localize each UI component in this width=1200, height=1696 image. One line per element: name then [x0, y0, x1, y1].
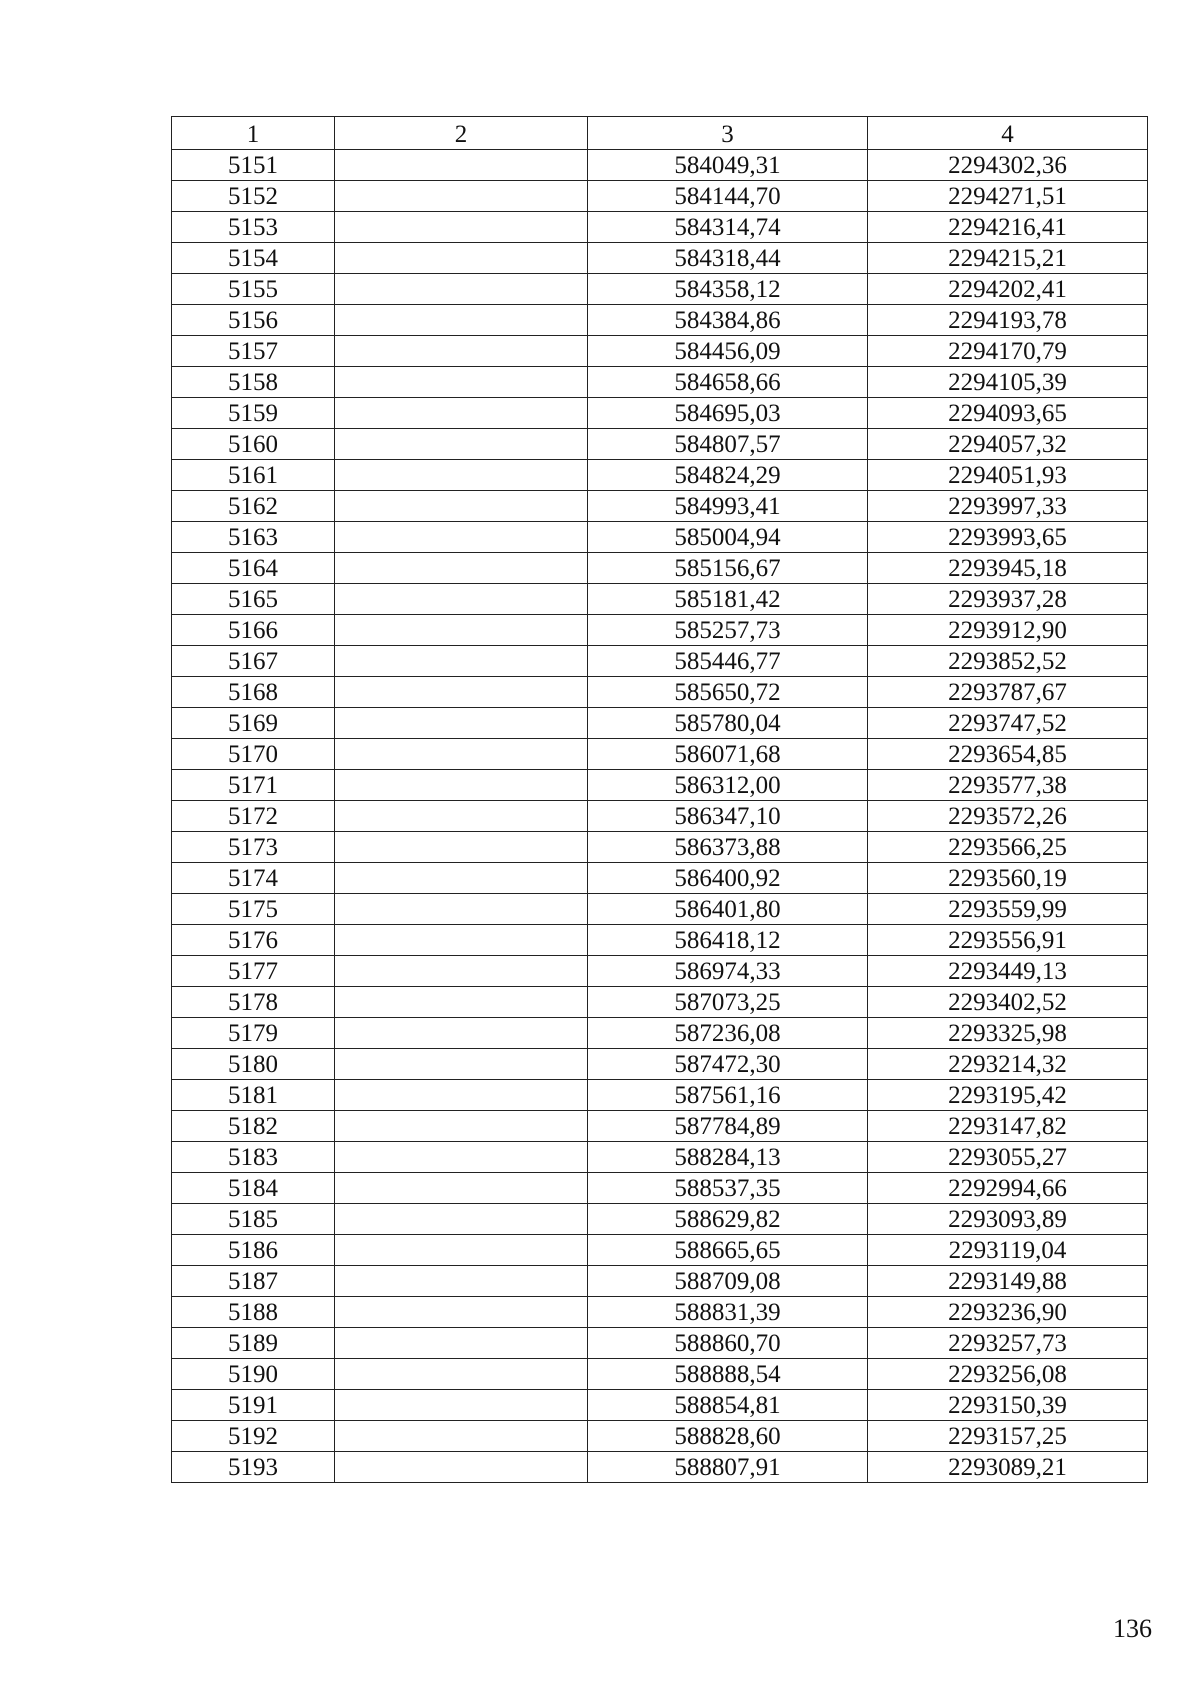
table-row: [172, 1266, 1148, 1297]
column-2-cell: [335, 1142, 588, 1173]
coordinate-y-cell: 2293150,39: [868, 1390, 1148, 1421]
table-row: [172, 1452, 1148, 1483]
point-number-cell: 5153: [172, 212, 335, 243]
table-row: [172, 1049, 1148, 1080]
point-number-cell: 5178: [172, 987, 335, 1018]
coordinate-x-cell: 587561,16: [588, 1080, 868, 1111]
coordinate-x-cell: 585181,42: [588, 584, 868, 615]
coordinate-y-cell: 2293572,26: [868, 801, 1148, 832]
point-number-cell: 5183: [172, 1142, 335, 1173]
column-2-cell: [335, 739, 588, 770]
table-row: [172, 1111, 1148, 1142]
column-2-cell: [335, 1018, 588, 1049]
column-2-cell: [335, 398, 588, 429]
point-number-cell: 5163: [172, 522, 335, 553]
column-2-cell: [335, 212, 588, 243]
point-number-cell: 5186: [172, 1235, 335, 1266]
table-row: [172, 615, 1148, 646]
table-row: [172, 1235, 1148, 1266]
coordinate-y-cell: 2293257,73: [868, 1328, 1148, 1359]
coordinate-y-cell: 2293945,18: [868, 553, 1148, 584]
coordinate-x-cell: 585780,04: [588, 708, 868, 739]
column-2-cell: [335, 1266, 588, 1297]
coordinate-x-cell: 588828,60: [588, 1421, 868, 1452]
coordinate-x-cell: 585650,72: [588, 677, 868, 708]
table-row: [172, 1297, 1148, 1328]
column-2-cell: [335, 1390, 588, 1421]
point-number-cell: 5180: [172, 1049, 335, 1080]
point-number-cell: 5187: [172, 1266, 335, 1297]
coordinate-y-cell: 2294216,41: [868, 212, 1148, 243]
point-number-cell: 5157: [172, 336, 335, 367]
point-number-cell: 5191: [172, 1390, 335, 1421]
table-row: [172, 522, 1148, 553]
table-row: [172, 956, 1148, 987]
table-row: [172, 1421, 1148, 1452]
coordinate-x-cell: 584358,12: [588, 274, 868, 305]
point-number-cell: 5190: [172, 1359, 335, 1390]
coordinate-y-cell: 2294093,65: [868, 398, 1148, 429]
column-2-cell: [335, 305, 588, 336]
coordinate-x-cell: 586373,88: [588, 832, 868, 863]
coordinate-y-cell: 2293195,42: [868, 1080, 1148, 1111]
table-row: [172, 801, 1148, 832]
coordinates-table: [171, 116, 1148, 1483]
table-row: [172, 367, 1148, 398]
coordinate-x-cell: 586400,92: [588, 863, 868, 894]
table-row: [172, 1328, 1148, 1359]
point-number-cell: 5184: [172, 1173, 335, 1204]
coordinate-y-cell: 2293852,52: [868, 646, 1148, 677]
coordinate-x-cell: 588537,35: [588, 1173, 868, 1204]
point-number-cell: 5189: [172, 1328, 335, 1359]
point-number-cell: 5152: [172, 181, 335, 212]
column-2-cell: [335, 646, 588, 677]
point-number-cell: 5177: [172, 956, 335, 987]
point-number-cell: 5192: [172, 1421, 335, 1452]
table-row: [172, 770, 1148, 801]
table-row: [172, 1080, 1148, 1111]
coordinate-x-cell: 585156,67: [588, 553, 868, 584]
column-2-cell: [335, 1452, 588, 1483]
coordinate-x-cell: 588888,54: [588, 1359, 868, 1390]
column-2-cell: [335, 1111, 588, 1142]
header-cell-1: 1: [172, 117, 335, 150]
coordinate-y-cell: 2293654,85: [868, 739, 1148, 770]
column-2-cell: [335, 925, 588, 956]
coordinate-y-cell: 2293256,08: [868, 1359, 1148, 1390]
column-2-cell: [335, 1359, 588, 1390]
table-row: [172, 491, 1148, 522]
coordinate-x-cell: 586401,80: [588, 894, 868, 925]
column-2-cell: [335, 677, 588, 708]
coordinate-y-cell: 2294302,36: [868, 150, 1148, 181]
column-2-cell: [335, 1297, 588, 1328]
column-2-cell: [335, 894, 588, 925]
column-2-cell: [335, 243, 588, 274]
column-2-cell: [335, 367, 588, 398]
coordinate-y-cell: 2294202,41: [868, 274, 1148, 305]
point-number-cell: 5156: [172, 305, 335, 336]
coordinate-y-cell: 2293147,82: [868, 1111, 1148, 1142]
point-number-cell: 5175: [172, 894, 335, 925]
coordinate-x-cell: 586418,12: [588, 925, 868, 956]
coordinate-x-cell: 584049,31: [588, 150, 868, 181]
table-row: [172, 925, 1148, 956]
column-2-cell: [335, 863, 588, 894]
table-row: [172, 863, 1148, 894]
point-number-cell: 5174: [172, 863, 335, 894]
coordinate-y-cell: 2293402,52: [868, 987, 1148, 1018]
coordinate-y-cell: 2293449,13: [868, 956, 1148, 987]
column-2-cell: [335, 1328, 588, 1359]
column-2-cell: [335, 429, 588, 460]
column-2-cell: [335, 1204, 588, 1235]
table-row: [172, 677, 1148, 708]
point-number-cell: 5167: [172, 646, 335, 677]
table-row: [172, 987, 1148, 1018]
coordinate-y-cell: 2293997,33: [868, 491, 1148, 522]
column-2-cell: [335, 553, 588, 584]
coordinate-x-cell: 584456,09: [588, 336, 868, 367]
coordinate-y-cell: 2293149,88: [868, 1266, 1148, 1297]
table-row: [172, 739, 1148, 770]
point-number-cell: 5188: [172, 1297, 335, 1328]
point-number-cell: 5179: [172, 1018, 335, 1049]
coordinate-x-cell: 584824,29: [588, 460, 868, 491]
point-number-cell: 5182: [172, 1111, 335, 1142]
column-2-cell: [335, 615, 588, 646]
column-2-cell: [335, 584, 588, 615]
column-2-cell: [335, 708, 588, 739]
column-2-cell: [335, 491, 588, 522]
page-number: 136: [1113, 1614, 1152, 1643]
column-2-cell: [335, 832, 588, 863]
table-row: [172, 398, 1148, 429]
point-number-cell: 5173: [172, 832, 335, 863]
coordinate-x-cell: 587073,25: [588, 987, 868, 1018]
point-number-cell: 5181: [172, 1080, 335, 1111]
coordinate-y-cell: 2293559,99: [868, 894, 1148, 925]
coordinate-x-cell: 586071,68: [588, 739, 868, 770]
coordinate-x-cell: 588860,70: [588, 1328, 868, 1359]
point-number-cell: 5158: [172, 367, 335, 398]
table-row: [172, 212, 1148, 243]
header-row: [172, 117, 1148, 150]
point-number-cell: 5169: [172, 708, 335, 739]
table-row: [172, 429, 1148, 460]
table-row: [172, 832, 1148, 863]
coordinate-x-cell: 584658,66: [588, 367, 868, 398]
coordinate-x-cell: 584993,41: [588, 491, 868, 522]
coordinate-y-cell: 2293747,52: [868, 708, 1148, 739]
coordinate-x-cell: 584318,44: [588, 243, 868, 274]
point-number-cell: 5176: [172, 925, 335, 956]
coordinate-y-cell: 2293937,28: [868, 584, 1148, 615]
table-row: [172, 584, 1148, 615]
coordinate-x-cell: 584144,70: [588, 181, 868, 212]
table-row: [172, 181, 1148, 212]
coordinate-y-cell: 2294051,93: [868, 460, 1148, 491]
point-number-cell: 5168: [172, 677, 335, 708]
table-header: [172, 117, 1148, 150]
table-row: [172, 243, 1148, 274]
table-row: [172, 708, 1148, 739]
column-2-cell: [335, 1049, 588, 1080]
point-number-cell: 5155: [172, 274, 335, 305]
column-2-cell: [335, 274, 588, 305]
coordinate-y-cell: 2293577,38: [868, 770, 1148, 801]
coordinate-x-cell: 588831,39: [588, 1297, 868, 1328]
coordinate-x-cell: 585004,94: [588, 522, 868, 553]
header-cell-4: 4: [868, 117, 1148, 150]
column-2-cell: [335, 181, 588, 212]
coordinate-y-cell: 2293157,25: [868, 1421, 1148, 1452]
coordinate-x-cell: 585257,73: [588, 615, 868, 646]
point-number-cell: 5185: [172, 1204, 335, 1235]
coordinate-y-cell: 2293556,91: [868, 925, 1148, 956]
point-number-cell: 5160: [172, 429, 335, 460]
coordinate-x-cell: 586312,00: [588, 770, 868, 801]
table-row: [172, 1142, 1148, 1173]
table-row: [172, 1359, 1148, 1390]
coordinate-y-cell: 2294215,21: [868, 243, 1148, 274]
point-number-cell: 5171: [172, 770, 335, 801]
coordinate-x-cell: 584384,86: [588, 305, 868, 336]
point-number-cell: 5161: [172, 460, 335, 491]
coordinate-y-cell: 2293912,90: [868, 615, 1148, 646]
point-number-cell: 5193: [172, 1452, 335, 1483]
coordinate-y-cell: 2293055,27: [868, 1142, 1148, 1173]
column-2-cell: [335, 770, 588, 801]
table-row: [172, 305, 1148, 336]
table-row: [172, 150, 1148, 181]
coordinate-x-cell: 587472,30: [588, 1049, 868, 1080]
coordinate-y-cell: 2294057,32: [868, 429, 1148, 460]
coordinate-x-cell: 584807,57: [588, 429, 868, 460]
table-row: [172, 1173, 1148, 1204]
coordinate-x-cell: 588854,81: [588, 1390, 868, 1421]
point-number-cell: 5162: [172, 491, 335, 522]
coordinate-x-cell: 588665,65: [588, 1235, 868, 1266]
coordinate-y-cell: 2293566,25: [868, 832, 1148, 863]
coordinate-x-cell: 588284,13: [588, 1142, 868, 1173]
header-cell-3: 3: [588, 117, 868, 150]
coordinate-x-cell: 587784,89: [588, 1111, 868, 1142]
column-2-cell: [335, 1421, 588, 1452]
column-2-cell: [335, 956, 588, 987]
coordinate-y-cell: 2293089,21: [868, 1452, 1148, 1483]
table-row: [172, 336, 1148, 367]
table-row: [172, 553, 1148, 584]
coordinate-y-cell: 2293787,67: [868, 677, 1148, 708]
coordinate-x-cell: 586974,33: [588, 956, 868, 987]
point-number-cell: 5165: [172, 584, 335, 615]
coordinate-x-cell: 585446,77: [588, 646, 868, 677]
coordinate-x-cell: 588807,91: [588, 1452, 868, 1483]
table-row: [172, 1018, 1148, 1049]
point-number-cell: 5170: [172, 739, 335, 770]
coordinate-x-cell: 584695,03: [588, 398, 868, 429]
coordinate-y-cell: 2293560,19: [868, 863, 1148, 894]
coordinate-y-cell: 2293119,04: [868, 1235, 1148, 1266]
point-number-cell: 5166: [172, 615, 335, 646]
coordinate-y-cell: 2293325,98: [868, 1018, 1148, 1049]
coordinate-y-cell: 2293093,89: [868, 1204, 1148, 1235]
table-row: [172, 460, 1148, 491]
point-number-cell: 5172: [172, 801, 335, 832]
coordinate-x-cell: 584314,74: [588, 212, 868, 243]
coordinate-y-cell: 2294170,79: [868, 336, 1148, 367]
point-number-cell: 5154: [172, 243, 335, 274]
column-2-cell: [335, 801, 588, 832]
point-number-cell: 5151: [172, 150, 335, 181]
table-row: [172, 646, 1148, 677]
coordinate-y-cell: 2292994,66: [868, 1173, 1148, 1204]
column-2-cell: [335, 1173, 588, 1204]
coordinate-x-cell: 588709,08: [588, 1266, 868, 1297]
point-number-cell: 5164: [172, 553, 335, 584]
coordinate-y-cell: 2294105,39: [868, 367, 1148, 398]
table-row: [172, 1204, 1148, 1235]
coordinate-y-cell: 2293993,65: [868, 522, 1148, 553]
point-number-cell: 5159: [172, 398, 335, 429]
coordinate-x-cell: 586347,10: [588, 801, 868, 832]
coordinate-y-cell: 2293236,90: [868, 1297, 1148, 1328]
header-cell-2: 2: [335, 117, 588, 150]
coordinate-y-cell: 2293214,32: [868, 1049, 1148, 1080]
coordinate-y-cell: 2294193,78: [868, 305, 1148, 336]
coordinate-x-cell: 587236,08: [588, 1018, 868, 1049]
table-row: [172, 274, 1148, 305]
column-2-cell: [335, 150, 588, 181]
column-2-cell: [335, 522, 588, 553]
column-2-cell: [335, 987, 588, 1018]
table-body: [172, 150, 1148, 1483]
column-2-cell: [335, 336, 588, 367]
column-2-cell: [335, 1080, 588, 1111]
table-row: [172, 894, 1148, 925]
table-row: [172, 1390, 1148, 1421]
coordinate-x-cell: 588629,82: [588, 1204, 868, 1235]
column-2-cell: [335, 460, 588, 491]
coordinate-y-cell: 2294271,51: [868, 181, 1148, 212]
column-2-cell: [335, 1235, 588, 1266]
